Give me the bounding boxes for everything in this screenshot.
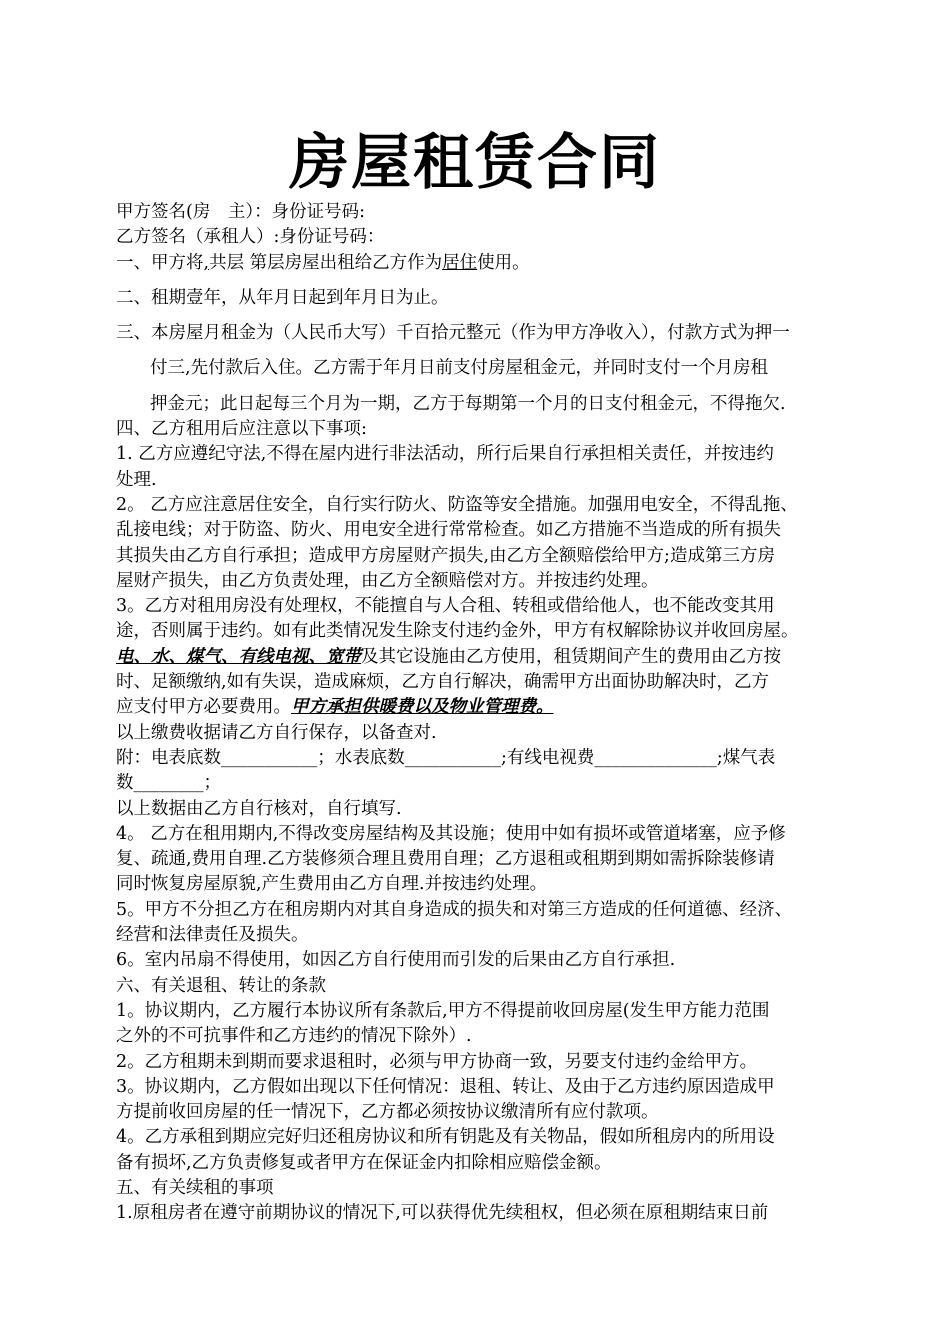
clause-3-line-3: 押金元；此日起每三个月为一期，乙方于每期第一个月的日支付租金元，不得拖欠. [150,393,786,414]
section-4-heading: 四、乙方租用后应注意以下事项: [116,419,367,440]
termination-4-line-2: 备有损坏,乙方负责修复或者甲方在保证金内扣除相应赔偿金额。 [116,1152,612,1173]
clause-1-text-b: 共层 第层房屋出租给乙方作为 [209,252,443,273]
gas-meter-blank: ________； [133,773,221,794]
meter-readings-note: 以上数据由乙方自行核对，自行填写. [116,798,402,819]
utilities-line-2: 时、足额缴纳,如有失误，造成麻烦，乙方自行解决，确需甲方出面协助解决时，乙方 [116,672,770,693]
item-4-line-2: 复、疏通,费用自理.乙方装修须合理且费用自理；乙方退租或租期到期如需拆除装修请 [116,849,775,870]
item-3-line-1: 3。乙方对租用房没有处理权，不能擅自与人合租、转租或借给他人，也不能改变其用 [116,596,775,617]
item-1-line-1: 1. 乙方应遵纪守法,不得在屋内进行非法活动，所行后果自行承担相关责任，并按违约 [116,444,774,465]
landlord-signature-line: 甲方签名(房 主）：身份证号码: [116,202,365,222]
document-title: 房屋租赁合同 [289,128,661,198]
item-2-line-2: 乱接电线；对于防盗、防火、用电安全进行常常检查。如乙方措施不当造成的所有损失 [116,520,781,541]
clause-1-blank: , [203,252,210,273]
landlord-fees-note: 甲方承担供暖费以及物业管理费。 [291,697,554,718]
utilities-line-1 [116,645,856,670]
clause-1-usage: 居住 [442,252,478,273]
clause-1 [116,251,856,276]
receipts-note: 以上缴费收据请乙方自行保存，以备查对. [116,722,437,743]
meter-readings-line-2 [116,771,856,796]
meter-readings-line-1: 附：电表底数___________；水表底数___________;有线电视费______________;煤气表 [116,747,776,768]
item-3-line-2: 途，否则属于违约。如有此类情况发生除支付违约金外，甲方有权解除协议并收回房屋。 [116,621,799,642]
termination-4-line-1: 4。乙方承租到期应完好归还租房协议和所有钥匙及有关物品，假如所租房内的所用设 [116,1127,775,1148]
item-5-line-2: 经营和法律责任及损失。 [116,925,309,946]
item-1-line-2: 处理. [116,469,157,490]
item-2-line-3: 其损失由乙方自行承担；造成甲方房屋财产损失,由乙方全额赔偿给甲方;造成第三方房 [116,545,775,566]
tenant-signature-line: 乙方签名（承租人）:身份证号码： [116,227,385,248]
renewal-1-line-1: 1.原租房者在遵守前期协议的情况下,可以获得优先续租权，但必须在原租期结束日前 [116,1203,769,1224]
section-5-heading: 五、有关续租的事项 [116,1177,274,1198]
termination-2: 2。乙方租期未到期而要求退租时，必须与甲方协商一致，另要支付违约金给甲方。 [116,1051,758,1072]
section-6-heading: 六、有关退租、转让的条款 [116,975,326,996]
item-5-line-1: 5。甲方不分担乙方在租房期内对其自身造成的损失和对第三方造成的任何道德、经济、 [116,899,793,920]
item-4-line-1: 4。 乙方在租用期内,不得改变房屋结构及其设施；使用中如有损坏或管道堵塞，应予修 [116,823,786,844]
utilities-text: 及其它设施由乙方使用，租赁期间产生的费用由乙方按 [361,646,781,667]
termination-1-line-1: 1。协议期内，乙方履行本协议所有条款后,甲方不得提前收回房屋(发生甲方能力范围 [116,1000,770,1021]
clause-1-text-c: 使用。 [477,252,530,273]
utilities-text-end: 应支付甲方必要费用。 [116,697,291,718]
termination-3-line-1: 3。协议期内，乙方假如出现以下任何情况：退租、转让、及由于乙方违约原因造成甲 [116,1076,775,1097]
clause-1-text-a: 一、甲方将 [116,252,204,273]
clause-3-line-1: 三、本房屋月租金为（人民币大写）千百拾元整元（作为甲方净收入），付款方式为押一 [116,323,790,344]
item-4-line-3: 同时恢复房屋原貌,产生费用由乙方自理.并按违约处理。 [116,874,548,895]
termination-3-line-2: 方提前收回房屋的任一情况下，乙方都必须按协议缴清所有应付款项。 [116,1102,659,1123]
clause-3-line-2: 付三,先付款后入住。乙方需于年月日前支付房屋租金元，并同时支付一个月房租 [150,358,769,379]
termination-1-line-2: 之外的不可抗事件和乙方违约的情况下除外）. [116,1026,472,1047]
clause-2: 二、租期壹年，从年月日起到年月日为止。 [116,287,449,308]
utilities-list: 电、水、煤气、有线电视、宽带 [116,646,361,667]
meter-readings-text: 数 [116,773,134,794]
utilities-line-3 [116,695,856,720]
contract-body [116,200,856,1227]
item-2-line-1: 2。 乙方应注意居住安全，自行实行防火、防盗等安全措施。加强用电安全，不得乱拖、 [116,494,798,515]
item-6: 6。室内吊扇不得使用，如因乙方自行使用而引发的后果由乙方自行承担. [116,950,676,971]
item-2-line-4: 屋财产损失，由乙方负责处理，由乙方全额赔偿对方。并按违约处理。 [116,570,659,591]
